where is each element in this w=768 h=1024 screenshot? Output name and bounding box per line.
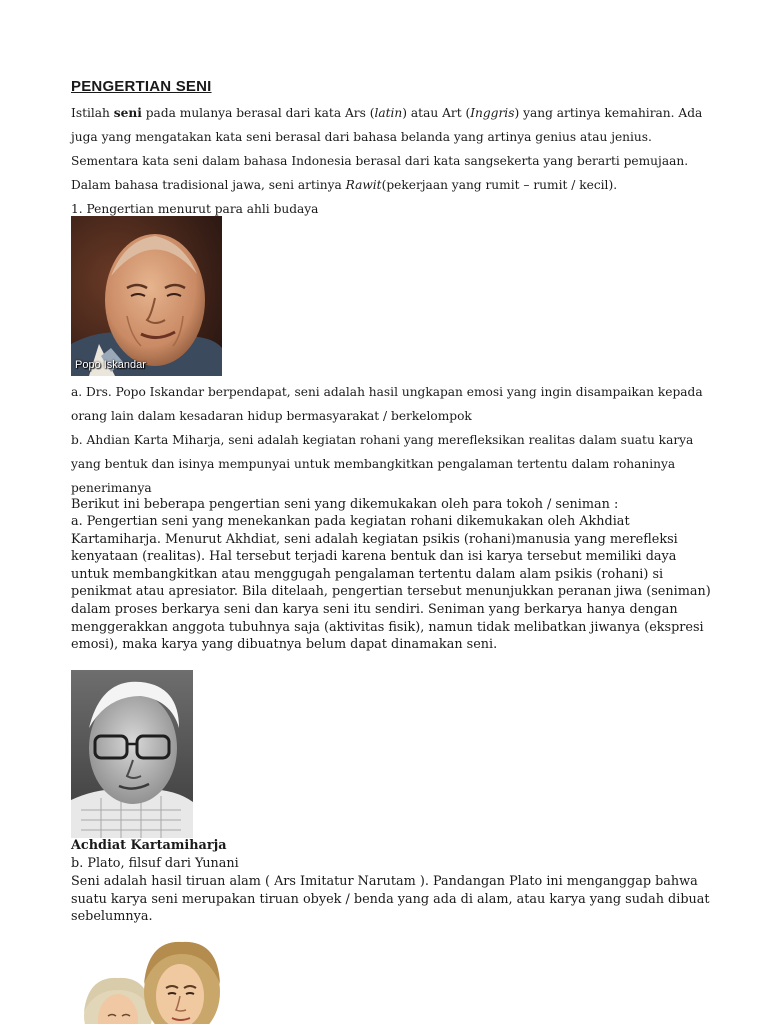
achdiat-kartamiharja-photo: [71, 670, 193, 838]
intro-term-inggris: Inggris: [470, 106, 515, 120]
intro-paragraph: [71, 101, 711, 197]
popo-iskandar-photo: [71, 216, 222, 376]
intro-text-2: pada mulanya berasal dari kata Ars (: [141, 106, 375, 120]
intro-text-1: Istilah: [71, 106, 114, 120]
intro-term-latin: latin: [374, 106, 403, 120]
philosophers-illustration-image: [78, 940, 220, 1024]
popo-iskandar-photo-caption: Popo Iskandar: [75, 359, 146, 371]
popo-iskandar-portrait-image: [71, 216, 222, 376]
intro-term-seni: seni: [113, 106, 142, 120]
point-b-paragraph: b. Ahdian Karta Miharja, seni adalah kegiatan rohani yang merefleksikan realitas dalam suatu karya yang bentuk dan isinya mempunyai untuk membangkitkan pengalaman tertentu dalam rohaninya penerimanya: [71, 433, 694, 495]
part-2-point-a: a. Pengertian seni yang menekankan pada kegiatan rohani dikemukakan oleh Akhdiat Kartamiharja. Menurut Akhdiat, seni adalah kegiatan psikis (rohani)manusia yang merefleksi kenyataan (realitas). Hal tersebut terjadi karena bentuk dan isi karya tersebut memiliki daya untuk membangkitkan atau menggugah pengalaman tertentu dalam alam psikis (rohani) si penikmat atau apresiator. Bila ditelaah, pengertian tersebut menunjukkan peranan jiwa (seniman) dalam proses berkarya seni dan karya seni itu sendiri. Seniman yang berkarya hanya dengan menggerakkan anggota tubuhnya saja (aktivitas fisik), namun tidak melibatkan jiwanya (ekspresi emosi), maka karya yang dibuatnya belum dapat dinamakan seni.: [71, 514, 711, 653]
philosophers-illustration: [78, 940, 220, 1024]
intro-text-5: (pekerjaan yang rumit – rumit / kecil).: [381, 178, 618, 192]
section-1-heading: 1. Pengertian menurut para ahli budaya: [71, 202, 319, 216]
achdiat-kartamiharja-caption: Achdiat Kartamiharja: [71, 838, 227, 853]
achdiat-kartamiharja-portrait-image: [71, 670, 193, 838]
page-title: PENGERTIAN SENI: [71, 78, 212, 95]
intro-term-rawit: Rawit: [345, 178, 382, 192]
plato-definition-paragraph: Seni adalah hasil tiruan alam ( Ars Imitatur Narutam ). Pandangan Plato ini menganggap bahwa suatu karya seni merupakan tiruan obyek / benda yang ada di alam, atau karya yang sudah dibuat sebelumnya.: [71, 874, 710, 925]
point-b-plato-heading: b. Plato, filsuf dari Yunani: [71, 856, 239, 871]
intro-text-3: ) atau Art (: [402, 106, 471, 120]
intro-text-4: ) yang artinya kemahiran. Ada juga yang mengatakan kata seni berasal dari bahasa belanda yang artinya genius atau jenius. Sementara kata seni dalam bahasa Indonesia berasal dari kata sangsekerta yang berarti pemujaan. Dalam bahasa tradisional jawa, seni artinya: [71, 106, 703, 192]
part-2-intro: Berikut ini beberapa pengertian seni yang dikemukakan oleh para tokoh / seniman :: [71, 497, 619, 512]
point-a-paragraph: a. Drs. Popo Iskandar berpendapat, seni adalah hasil ungkapan emosi yang ingin disampaikan kepada orang lain dalam kesadaran hidup bermasyarakat / berkelompok: [71, 385, 703, 423]
